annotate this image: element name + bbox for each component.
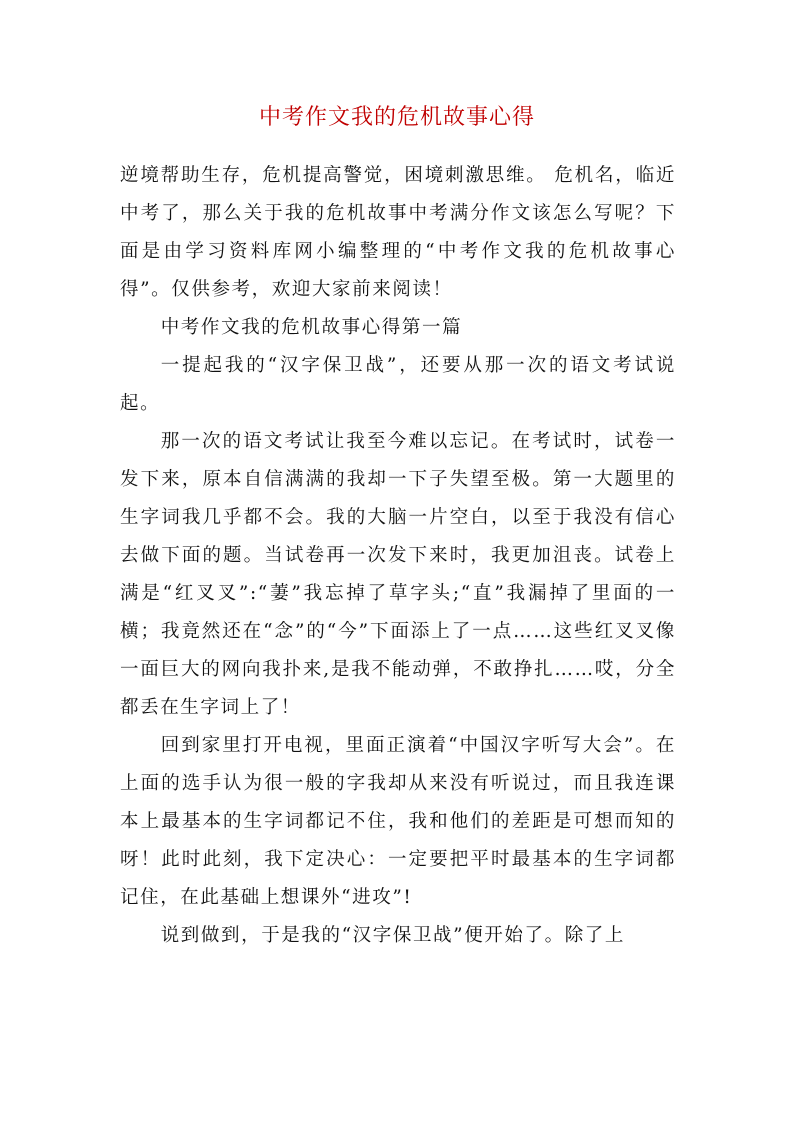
document-title: 中考作文我的危机故事心得 [258,105,535,130]
intro-paragraph: 逆境帮助生存，危机提高警觉，困境刺激思维。 危机名，临近中考了，那么关于我的危机故事中考满分作文该怎么写呢？下面是由学习资料库网小编整理的“中考作文我的危机故事心得”。仅供参考，欢迎大家前来阅读！ [120,165,676,300]
body-paragraph: 那一次的语文考试让我至今难以忘记。在考试时，试卷一发下来，原本自信满满的我却一下子失望至极。第一大题里的生字词我几乎都不会。我的大脑一片空白，以至于我没有信心去做下面的题。当试卷再一次发下来时，我更加沮丧。试卷上满是“红叉叉”:“萋”我忘掉了草字头;“直”我漏掉了里面的一横；我竟然还在“念”的“今”下面添上了一点……这些红叉叉像一面巨大的网向我扑来,是我不能动弹，不敢挣扎……哎，分全都丢在生字词上了！ [120,431,676,718]
body-paragraph: 一提起我的“汉字保卫战”，还要从那一次的语文考试说起。 [120,355,676,414]
body-paragraph: 说到做到，于是我的“汉字保卫战”便开始了。除了上 [160,925,626,946]
section-heading: 中考作文我的危机故事心得第一篇 [160,317,463,338]
body-paragraph: 回到家里打开电视，里面正演着“中国汉字听写大会”。在上面的选手认为很一般的字我却从来没有听说过，而且我连课本上最基本的生字词都记不住，我和他们的差距是可想而知的呀！此时此刻，我下定决心：一定要把平时最基本的生字词都记住，在此基础上想课外“进攻”! [120,735,676,908]
document-body [120,157,676,955]
